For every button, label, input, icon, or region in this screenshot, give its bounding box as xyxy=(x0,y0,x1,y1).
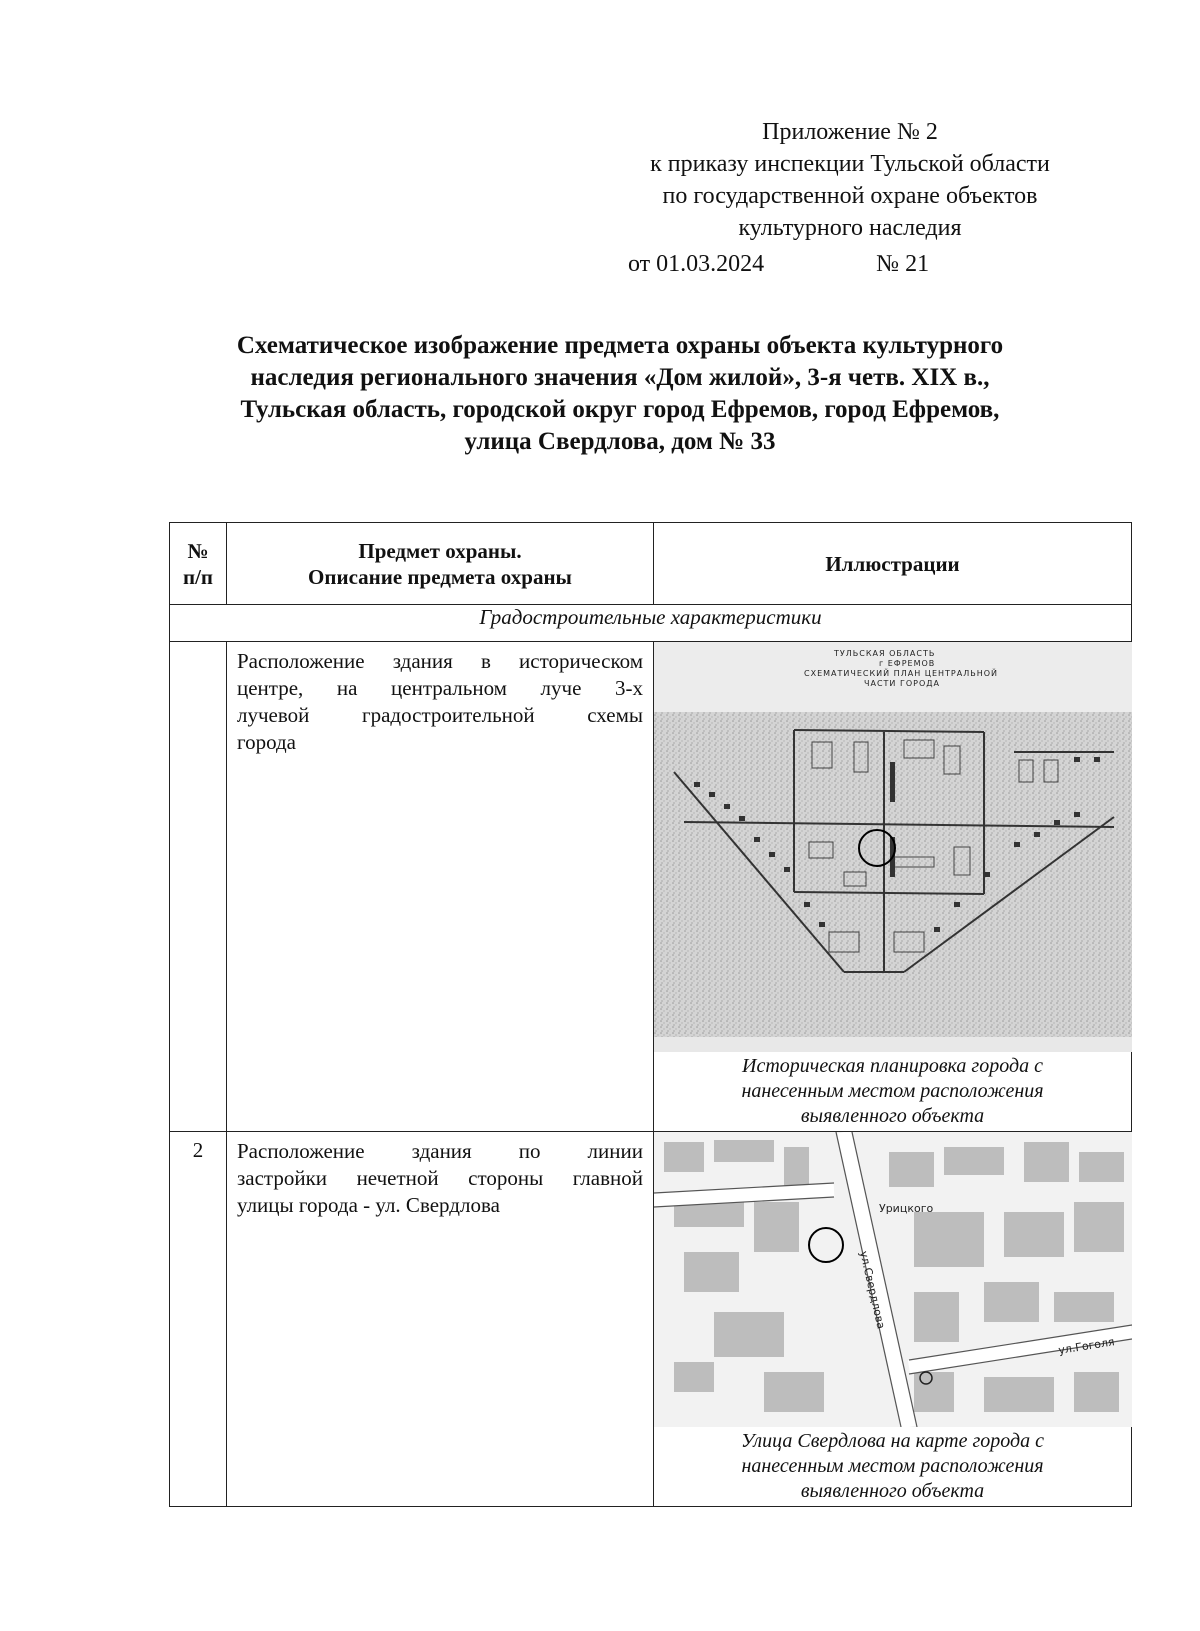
title-line: улица Свердлова, дом № 33 xyxy=(464,428,776,455)
header-subject: Предмет охраны. Описание предмета охраны xyxy=(227,523,654,605)
street-label-sverdlova: ул.Свердлова xyxy=(857,1249,888,1331)
row-description: Расположение здания по линии застройки нечетной стороны главной улицы города - ул. Свердлова xyxy=(227,1132,654,1507)
illustration-caption: Улица Свердлова на карте города с нанесенным местом расположения выявленного объекта xyxy=(740,1430,1045,1502)
map-label: г ЕФРЕМОВ xyxy=(879,659,936,668)
title-line: наследия регионального значения «Дом жилой», 3-я четв. XIX в., xyxy=(250,364,990,391)
row-description: Расположение здания в историческом центре, на центральном луче 3-х лучевой градостроительной схемы города xyxy=(227,642,654,1132)
header-number: № п/п xyxy=(170,523,227,605)
table-row xyxy=(170,642,1132,1132)
title-line: Схематическое изображение предмета охраны объекта культурного xyxy=(236,332,1004,359)
illustration-caption: Историческая планировка города с нанесенным местом расположения выявленного объекта xyxy=(741,1055,1044,1127)
map-label: ТУЛЬСКАЯ ОБЛАСТЬ xyxy=(834,649,936,658)
title-line: Тульская область, городской округ город Ефремов, город Ефремов, xyxy=(240,396,1000,423)
appendix-line: по государственной охране объектов xyxy=(662,183,1038,209)
order-date: от 01.03.2024 xyxy=(628,251,765,277)
street-label-uritskogo: Урицкого xyxy=(879,1202,934,1215)
document-title xyxy=(150,330,1090,458)
street-map-svg xyxy=(654,1132,1132,1427)
protection-table xyxy=(169,522,1132,1507)
row-number: 2 xyxy=(170,1132,227,1507)
order-line xyxy=(628,251,929,278)
appendix-line: Приложение № 2 xyxy=(762,119,938,145)
table-header-row xyxy=(170,523,1132,605)
map-label: СХЕМАТИЧЕСКИЙ ПЛАН ЦЕНТРАЛЬНОЙ xyxy=(804,669,999,678)
row-illustration xyxy=(654,1132,1132,1507)
historical-plan-map xyxy=(654,642,1132,1052)
appendix-block xyxy=(600,116,1100,244)
map-label: ЧАСТИ ГОРОДА xyxy=(864,679,940,688)
section-row xyxy=(170,605,1132,642)
header-illustrations: Иллюстрации xyxy=(654,523,1132,605)
street-label-gogolya: ул.Гоголя xyxy=(1057,1335,1116,1357)
row-illustration xyxy=(654,642,1132,1132)
section-title: Градостроительные характеристики xyxy=(170,605,1132,642)
appendix-line: к приказу инспекции Тульской области xyxy=(650,151,1050,177)
street-map xyxy=(654,1132,1132,1427)
historical-plan-svg xyxy=(654,642,1132,1052)
order-number: № 21 xyxy=(876,251,930,277)
table-row xyxy=(170,1132,1132,1507)
row-number xyxy=(170,642,227,1132)
appendix-line: культурного наследия xyxy=(738,215,962,241)
